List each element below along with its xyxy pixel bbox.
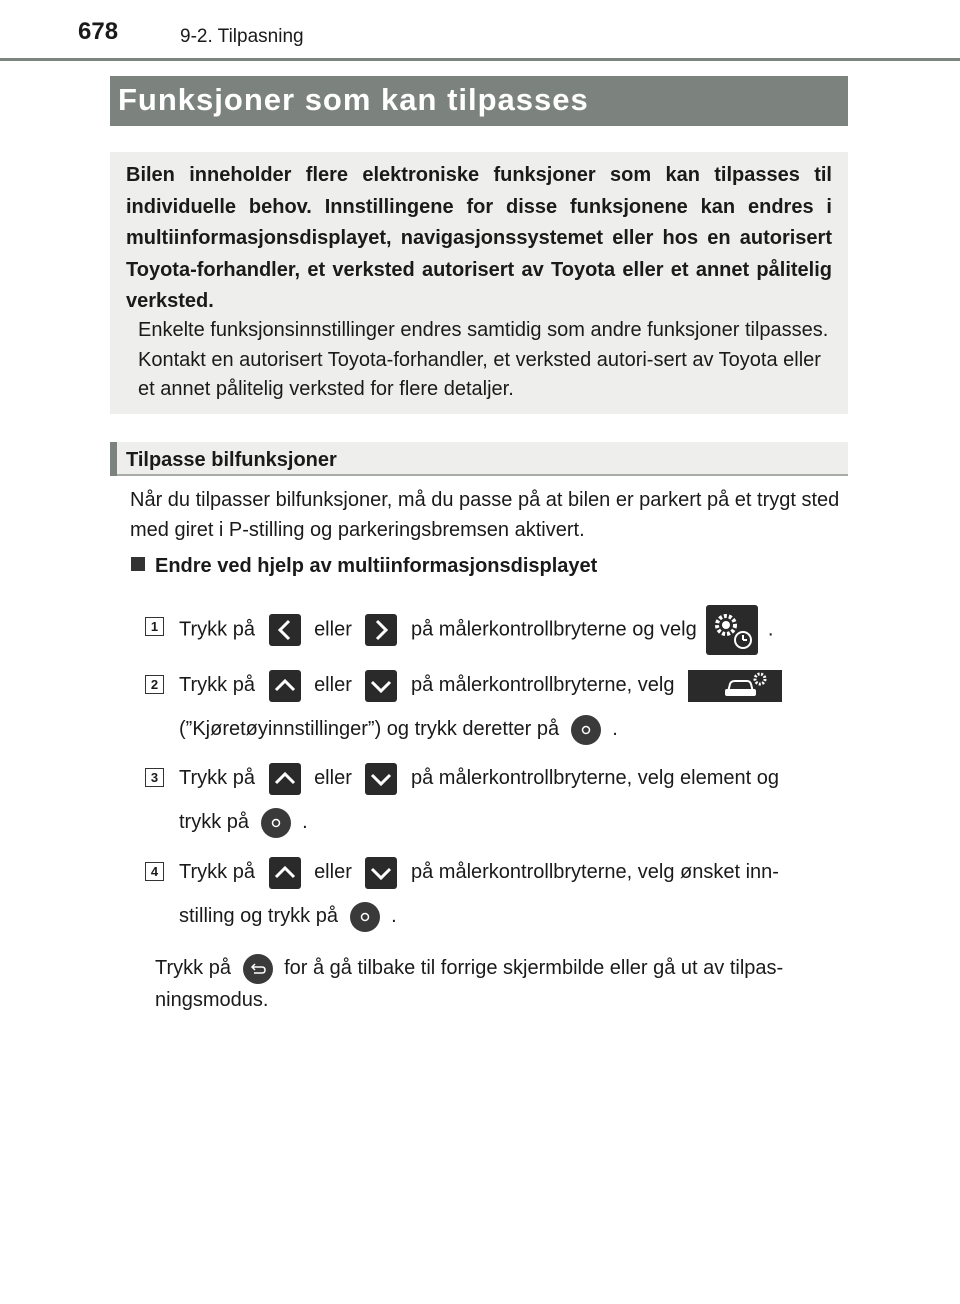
back-note [155, 952, 845, 1016]
method-heading-text: Endre ved hjelp av multiinformasjonsdisplayet [155, 555, 598, 577]
title-bar [110, 76, 848, 126]
subsection-heading [110, 442, 848, 476]
step-text-part: . [612, 718, 618, 740]
step-text-part: Trykk på [179, 861, 255, 883]
step-text-part: eller [314, 767, 352, 789]
step-number: 3 [145, 768, 164, 787]
step-text-part: på målerkontrollbryterne og velg [410, 618, 697, 641]
step-number: 2 [145, 675, 164, 694]
step-text-part: Trykk på [179, 767, 255, 789]
section-title: 9-2. Tilpasning [180, 26, 304, 47]
chevron-up-icon [269, 670, 301, 702]
chevron-up-icon [269, 857, 301, 889]
ok-button-icon [261, 808, 291, 838]
step-text-part: stilling og trykk på [179, 905, 338, 927]
subsection-title: Tilpasse bilfunksjoner [126, 449, 337, 471]
step-text [179, 663, 850, 751]
intro-note: Enkelte funksjonsinnstillinger endres samtidig som andre funksjoner tilpasses. Kontakt en autorisert Toyota-forhandler, et verksted autori-sert av Toyota eller et annet pålitelig verksted for flere detaljer. [138, 319, 829, 400]
step-text-part: Trykk på [179, 618, 255, 641]
step-text [179, 605, 850, 655]
step-text-part: på målerkontrollbryterne, velg element og [410, 767, 779, 789]
step-text-part: . [767, 618, 774, 641]
page-title: Funksjoner som kan tilpasses [118, 82, 589, 117]
subsection-marker [110, 442, 117, 476]
step-text-part: (”Kjøretøyinnstillinger”) og trykk deretter på [179, 718, 560, 740]
step-text [179, 850, 850, 938]
chevron-down-icon [365, 670, 397, 702]
back-button-icon [243, 954, 273, 984]
chevron-right-icon [365, 614, 397, 646]
step-text-part: på målerkontrollbryterne, velg ønsket inn- [410, 861, 779, 883]
step-number: 1 [145, 617, 164, 636]
chevron-up-icon [269, 763, 301, 795]
ok-button-icon [571, 715, 601, 745]
chevron-down-icon [365, 857, 397, 889]
vehicle-settings-icon [688, 670, 782, 702]
settings-gear-icon [706, 605, 758, 655]
page-number: 678 [78, 18, 119, 45]
intro-panel [110, 152, 848, 414]
subsection-intro: Når du tilpasser bilfunksjoner, må du passe på at bilen er parkert på et trygt sted med giret i P-stilling og parkeringsbremsen aktivert. [130, 489, 840, 541]
step-text-part: eller [314, 674, 352, 696]
back-note-part: for å gå tilbake til forrige skjermbilde eller gå ut av tilpas-ningsmodus. [155, 957, 784, 1011]
bullet-square-icon [131, 557, 145, 571]
step-text [179, 756, 850, 844]
back-note-part: Trykk på [155, 957, 231, 979]
intro-text: Bilen inneholder flere elektroniske funksjoner som kan tilpasses til individuelle behov. Innstillingene for disse funksjonene kan endres i multiinformasjonsdisplayet, navigasjonssystemet eller hos en autorisert Toyota-forhandler, et verksted autorisert av Toyota eller et annet pålitelig verksted. [126, 164, 832, 312]
step-text-part: trykk på [179, 811, 250, 833]
step-text-part: . [302, 811, 308, 833]
chevron-down-icon [365, 763, 397, 795]
method-heading [131, 555, 597, 578]
ok-button-icon [350, 902, 380, 932]
step-text-part: Trykk på [179, 674, 255, 696]
chevron-left-icon [269, 614, 301, 646]
step-text-part: eller [314, 861, 352, 883]
step-text-part: på målerkontrollbryterne, velg [410, 674, 675, 696]
header-rule [0, 58, 960, 61]
step-number: 4 [145, 862, 164, 881]
step-text-part: eller [314, 618, 352, 641]
step-text-part: . [391, 905, 397, 927]
